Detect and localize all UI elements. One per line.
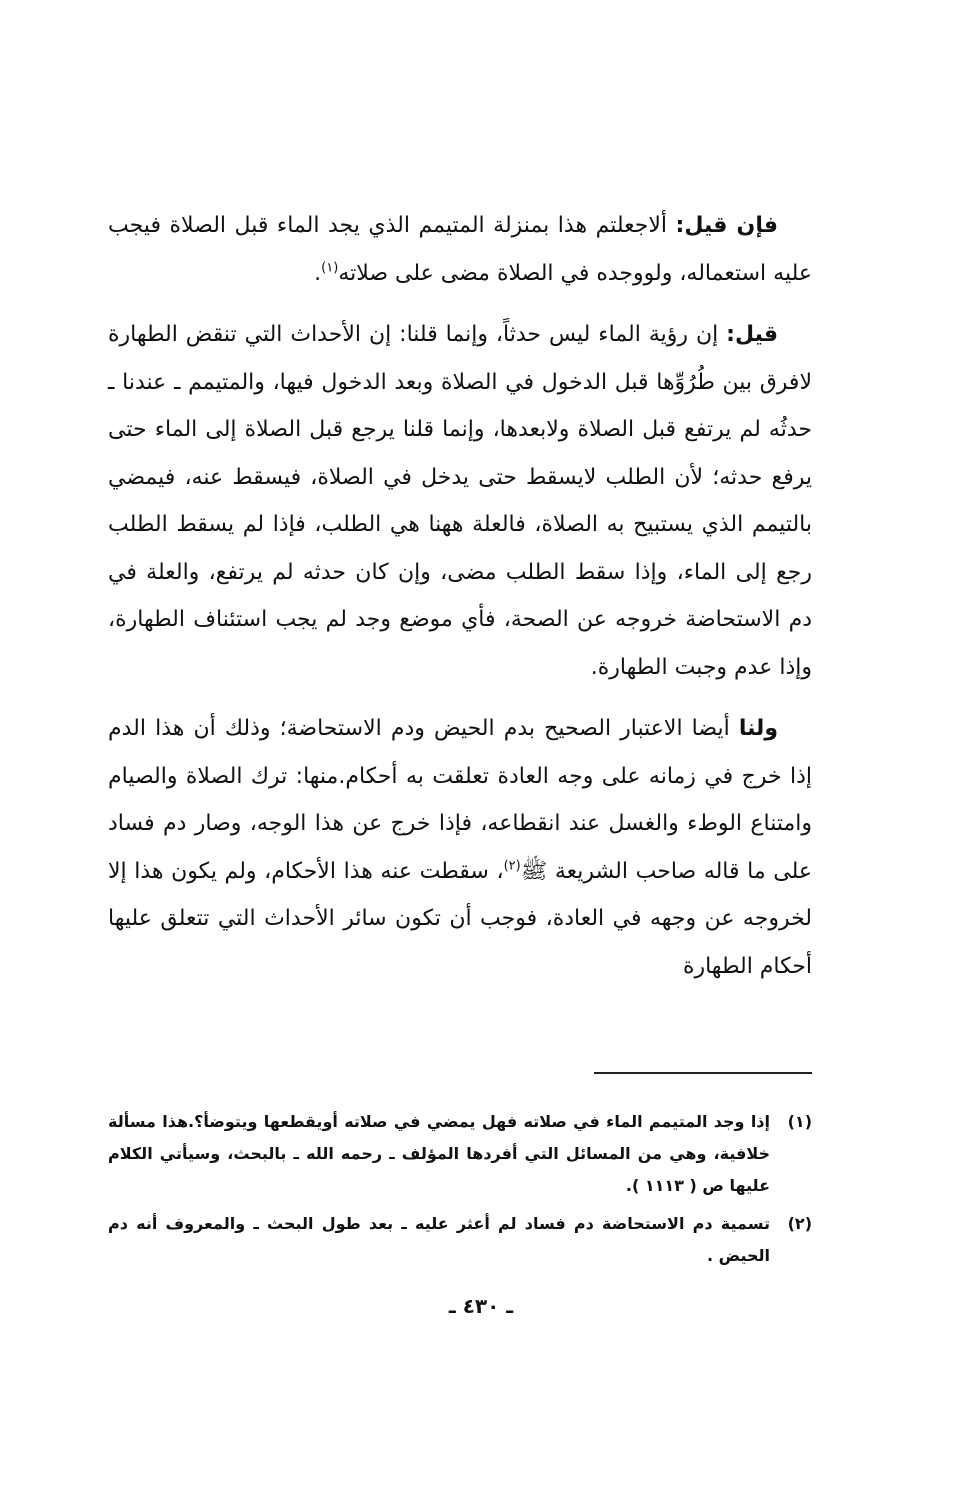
footnote-ref-2[interactable]: (٢) (503, 858, 521, 874)
footnote-ref-1[interactable]: (١) (321, 260, 339, 276)
paragraph-1-lead: فإن قيل: (675, 213, 778, 238)
footnote-2-text: تسمية دم الاستحاضة دم فساد لم أعثر عليه ـ بعد طول البحث ـ والمعروف أنه دم الحيض . (108, 1214, 770, 1265)
paragraph-3 (108, 705, 812, 990)
paragraph-1-tail: . (314, 260, 322, 286)
footnotes (108, 1106, 812, 1278)
footnote-1-text: إذا وجد المتيمم الماء في صلاته فهل يمضي في صلاته أويقطعها ويتوضأ؟.هذا مسألة خلافية، وهي من المسائل التي أفردها المؤلف ـ رحمه الله ـ بالبحث، وسيأتي الكلام عليها ص ( ١١١٣ ). (108, 1112, 770, 1195)
paragraph-3-text: أيضا الاعتبار الصحيح بدم الحيض ودم الاستحاضة؛ وذلك أن هذا الدم إذا خرج في زمانه على وجه العادة تعلقت به أحكام.منها: ترك الصلاة والصيام وامتناع الوطء والغسل عند انقطاعه، فإذا خرج عن هذا الوجه، وصار دم فساد على ما قاله صاحب الشريعة ﷺ (108, 716, 812, 884)
footnote-1-number: (١) (787, 1112, 812, 1131)
footnote-2 (108, 1208, 812, 1272)
paragraph-2-lead: قيل: (726, 322, 778, 347)
paragraph-3-tail: ، سقطت عنه هذا الأحكام، ولم يكون هذا إلا لخروجه عن وجهه في العادة، فوجب أن تكون سائر الأحداث التي تتعلق عليها أحكام الطهارة (108, 858, 812, 979)
main-text (108, 202, 812, 1004)
page-number: ـ ٤٣٠ ـ (448, 1294, 514, 1318)
footnote-divider (594, 1072, 812, 1074)
paragraph-3-lead: ولنا (738, 716, 778, 741)
paragraph-1 (108, 202, 812, 297)
footnote-2-number: (٢) (787, 1214, 812, 1233)
paragraph-2 (108, 311, 812, 691)
footnote-1 (108, 1106, 812, 1202)
paragraph-1-text: ألاجعلتم هذا بمنزلة المتيمم الذي يجد الماء قبل الصلاة فيجب عليه استعماله، ولووجده في الصلاة مضى على صلاته (108, 213, 812, 286)
paragraph-2-text: إن رؤية الماء ليس حدثاً، وإنما قلنا: إن الأحداث التي تنقض الطهارة لافرق بين طُرُوِّها قبل الدخول في الصلاة وبعد الدخول فيها، والمتيمم ـ عندنا ـ حدثُه لم يرتفع قبل الصلاة ولابعدها، وإنما قلنا يرجع قبل الصلاة إلى الماء حتى يرفع حدثه؛ لأن الطلب لايسقط حتى يدخل في الصلاة، فيسقط عنه، فيمضي بالتيمم الذي يستبيح به الصلاة، فالعلة ههنا هي الطلب، فإذا لم يسقط الطلب رجع إلى الماء، وإذا سقط الطلب مضى، وإن كان حدثه لم يرتفع، والعلة في دم الاستحاضة خروجه عن الصحة، فأي موضع وجد لم يجب استئناف الطهارة، وإذا عدم وجبت الطهارة. (108, 322, 812, 680)
